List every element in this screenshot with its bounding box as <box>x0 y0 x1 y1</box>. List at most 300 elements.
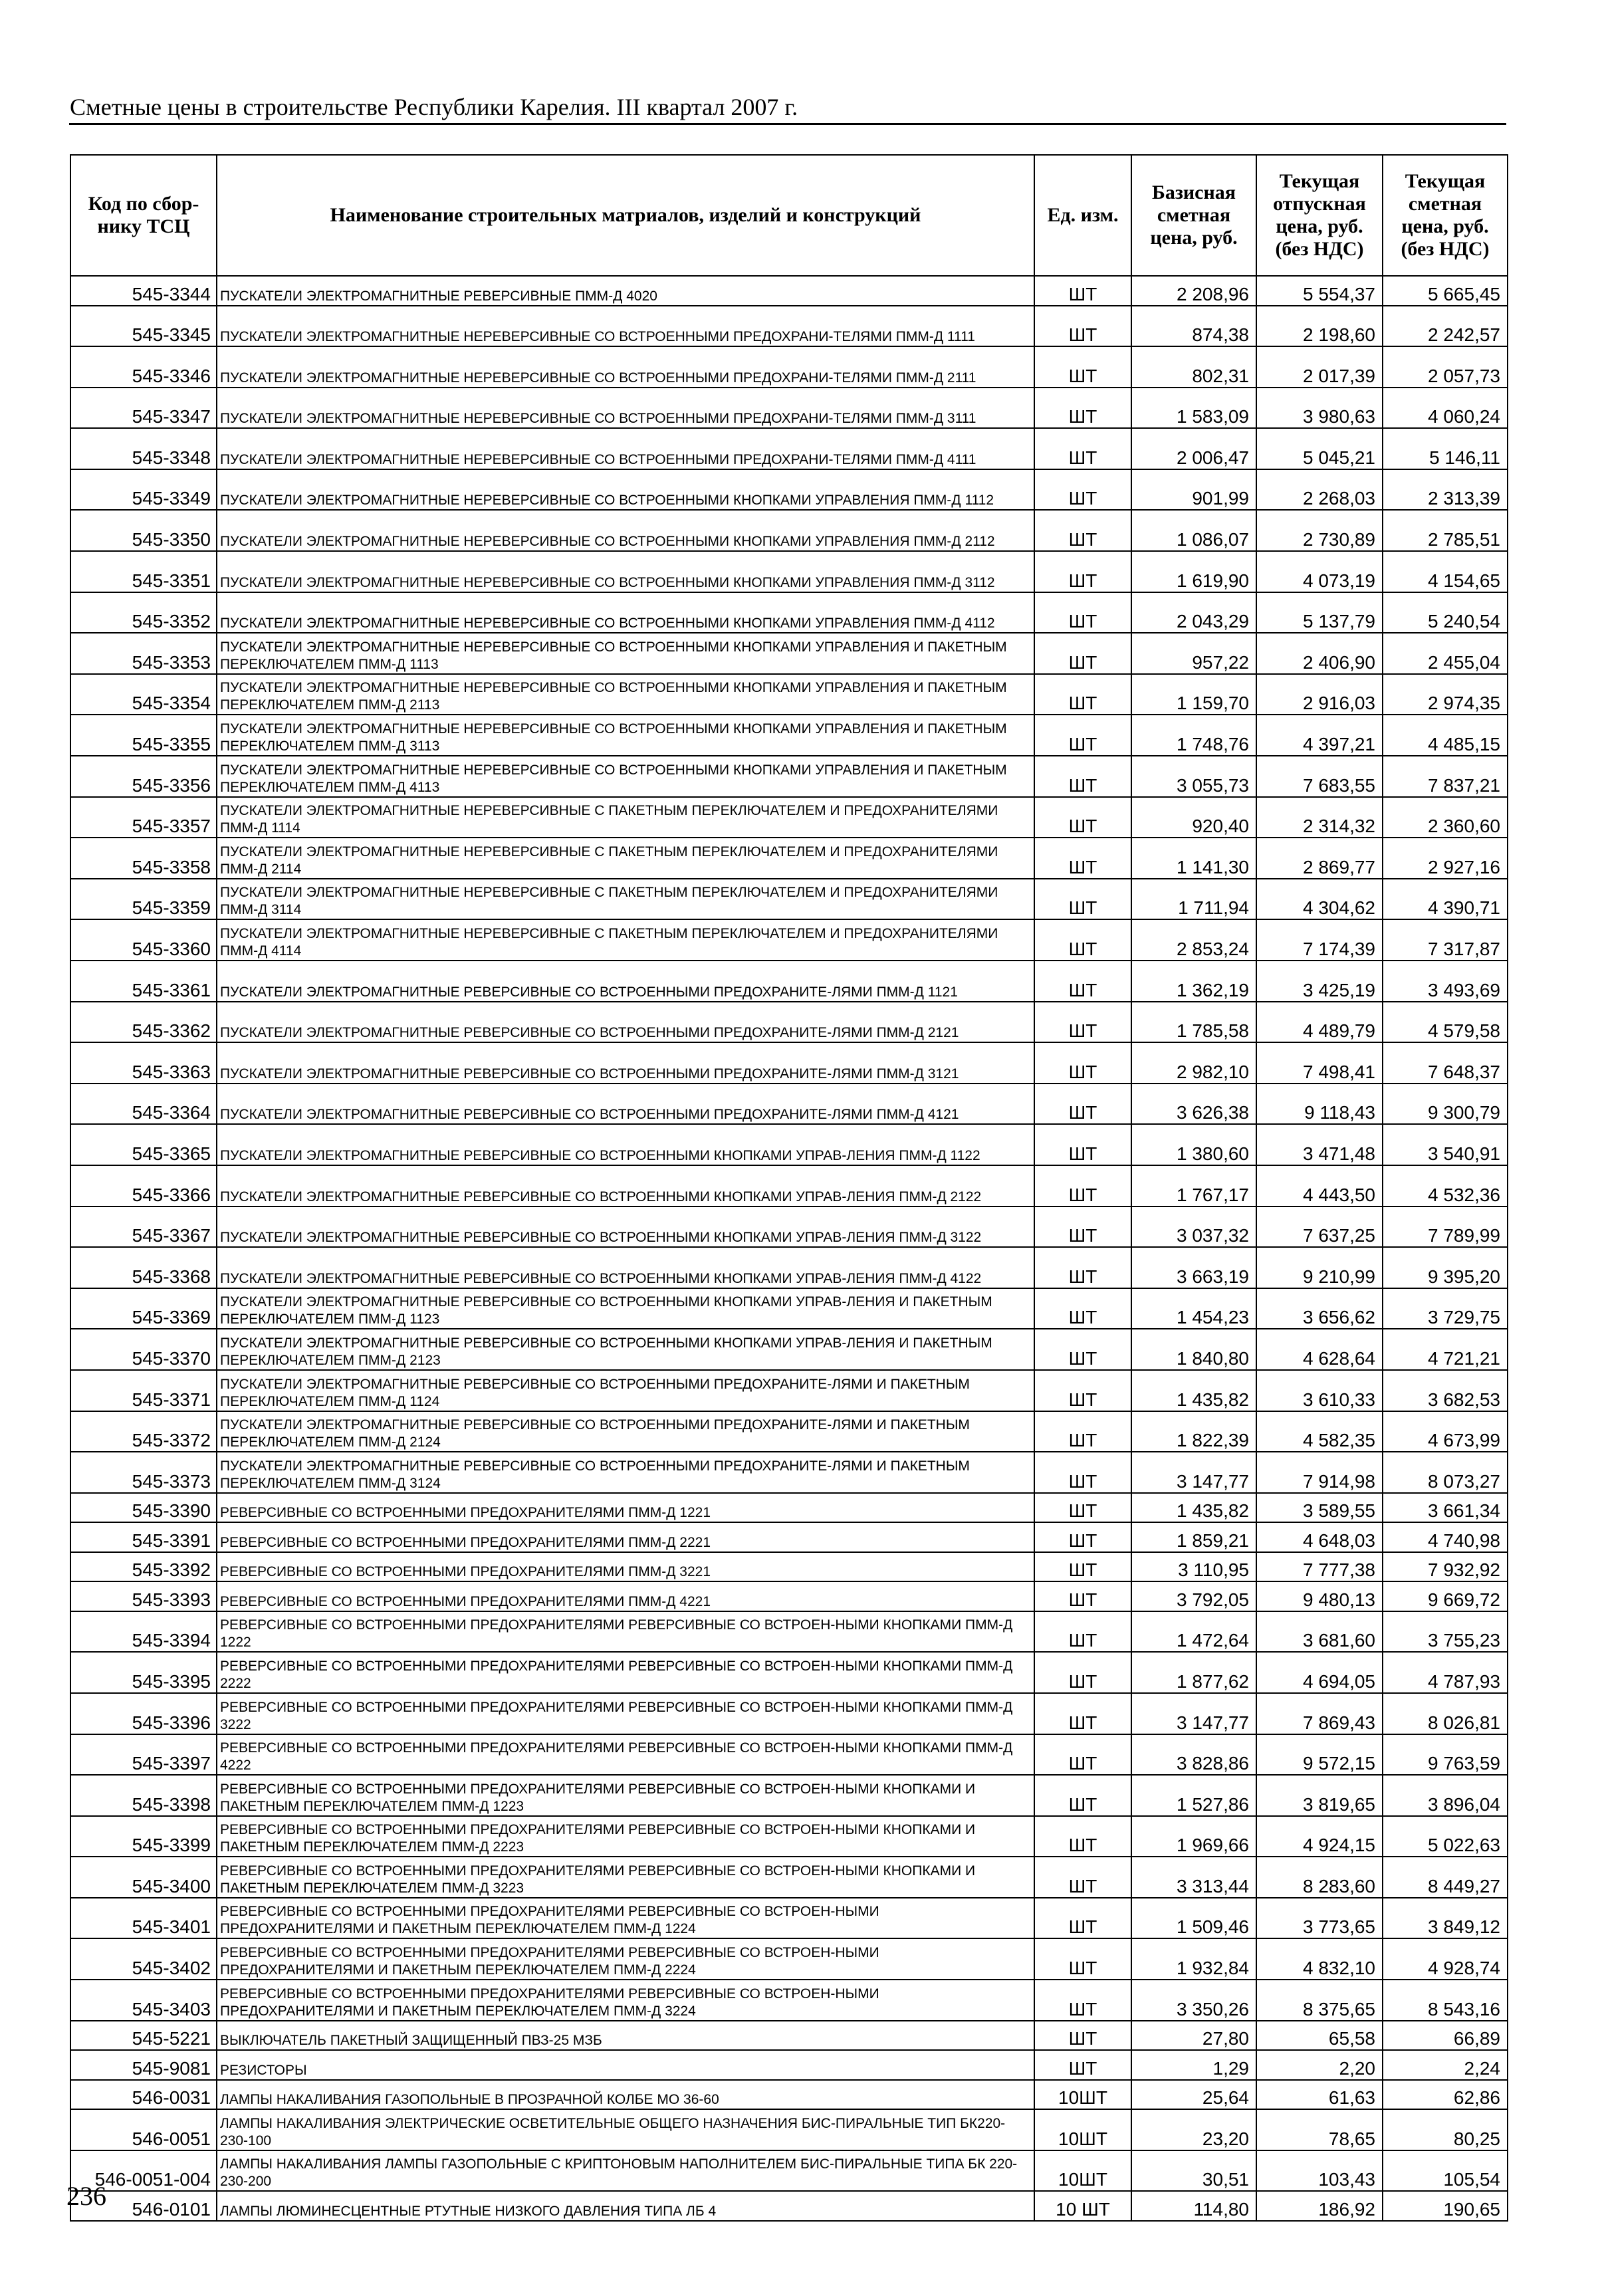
row-base-price: 3 828,86 <box>1131 1734 1256 1776</box>
row-release-price: 9 480,13 <box>1256 1581 1383 1611</box>
row-code: 545-3352 <box>70 592 217 633</box>
row-release-price: 4 924,15 <box>1256 1816 1383 1857</box>
row-estimate-price: 9 669,72 <box>1383 1581 1508 1611</box>
row-release-price: 2 730,89 <box>1256 510 1383 551</box>
row-code: 545-3367 <box>70 1206 217 1248</box>
row-release-price: 2 314,32 <box>1256 797 1383 838</box>
row-name: ПУСКАТЕЛИ ЭЛЕКТРОМАГНИТНЫЕ НЕРЕВЕРСИВНЫЕ СО ВСТРОЕННЫМИ ПРЕДОХРАНИ-ТЕЛЯМИ ПММ-Д 4111 <box>217 428 1034 469</box>
table-row <box>70 1493 1508 1523</box>
row-estimate-price: 2 057,73 <box>1383 346 1508 388</box>
row-name: РЕВЕРСИВНЫЕ СО ВСТРОЕННЫМИ ПРЕДОХРАНИТЕЛЯМИ ПММ-Д 2221 <box>217 1522 1034 1552</box>
table-row <box>70 633 1508 674</box>
row-code: 545-3390 <box>70 1493 217 1523</box>
row-unit: ШТ <box>1034 633 1131 674</box>
row-name: РЕВЕРСИВНЫЕ СО ВСТРОЕННЫМИ ПРЕДОХРАНИТЕЛЯМИ ПММ-Д 4221 <box>217 1581 1034 1611</box>
row-name: ПУСКАТЕЛИ ЭЛЕКТРОМАГНИТНЫЕ РЕВЕРСИВНЫЕ СО ВСТРОЕННЫМИ ПРЕДОХРАНИТЕ-ЛЯМИ И ПАКЕТНЫМ ПЕРЕКЛЮЧАТЕЛЕМ ПММ-Д 2124 <box>217 1411 1034 1452</box>
row-name: РЕЗИСТОРЫ <box>217 2050 1034 2080</box>
row-estimate-price: 8 026,81 <box>1383 1693 1508 1734</box>
row-base-price: 1 159,70 <box>1131 674 1256 715</box>
row-code: 545-3351 <box>70 551 217 592</box>
row-unit: ШТ <box>1034 797 1131 838</box>
table-row <box>70 1288 1508 1329</box>
table-row <box>70 2150 1508 2192</box>
row-name: ПУСКАТЕЛИ ЭЛЕКТРОМАГНИТНЫЕ НЕРЕВЕРСИВНЫЕ С ПАКЕТНЫМ ПЕРЕКЛЮЧАТЕЛЕМ И ПРЕДОХРАНИТЕЛЯМИ ПММ-Д 2114 <box>217 838 1034 879</box>
row-unit: ШТ <box>1034 1816 1131 1857</box>
row-code: 545-3397 <box>70 1734 217 1776</box>
row-code: 545-3393 <box>70 1581 217 1611</box>
row-unit: ШТ <box>1034 1042 1131 1084</box>
row-code: 545-3369 <box>70 1288 217 1329</box>
row-estimate-price: 3 896,04 <box>1383 1775 1508 1816</box>
row-name: ЛАМПЫ НАКАЛИВАНИЯ ЛАМПЫ ГАЗОПОЛЬНЫЕ С КРИПТОНОВЫМ НАПОЛНИТЕЛЕМ БИС-ПИРАЛЬНЫЕ ТИПА БК 220-230-200 <box>217 2150 1034 2192</box>
row-unit: 10 ШТ <box>1034 2191 1131 2221</box>
row-release-price: 7 498,41 <box>1256 1042 1383 1084</box>
row-code: 545-3356 <box>70 756 217 797</box>
row-code: 545-3399 <box>70 1816 217 1857</box>
row-unit: ШТ <box>1034 1165 1131 1206</box>
row-unit: ШТ <box>1034 1493 1131 1523</box>
table-row <box>70 961 1508 1002</box>
row-release-price: 9 210,99 <box>1256 1247 1383 1288</box>
table-row <box>70 276 1508 306</box>
row-estimate-price: 8 073,27 <box>1383 1452 1508 1493</box>
row-release-price: 5 045,21 <box>1256 428 1383 469</box>
row-release-price: 7 637,25 <box>1256 1206 1383 1248</box>
table-row <box>70 715 1508 756</box>
row-unit: ШТ <box>1034 388 1131 429</box>
row-code: 545-3398 <box>70 1775 217 1816</box>
row-code: 545-3359 <box>70 879 217 920</box>
row-unit: ШТ <box>1034 1288 1131 1329</box>
table-row <box>70 1938 1508 1980</box>
row-name: ПУСКАТЕЛИ ЭЛЕКТРОМАГНИТНЫЕ РЕВЕРСИВНЫЕ СО ВСТРОЕННЫМИ ПРЕДОХРАНИТЕ-ЛЯМИ ПММ-Д 4121 <box>217 1084 1034 1125</box>
row-unit: ШТ <box>1034 961 1131 1002</box>
row-unit: ШТ <box>1034 715 1131 756</box>
row-name: ПУСКАТЕЛИ ЭЛЕКТРОМАГНИТНЫЕ НЕРЕВЕРСИВНЫЕ СО ВСТРОЕННЫМИ КНОПКАМИ УПРАВЛЕНИЯ И ПАКЕТНЫМ ПЕРЕКЛЮЧАТЕЛЕМ ПММ-Д 4113 <box>217 756 1034 797</box>
row-unit: ШТ <box>1034 551 1131 592</box>
header-base-price: Базисная сметная цена, руб. <box>1131 155 1256 276</box>
row-estimate-price: 5 665,45 <box>1383 276 1508 306</box>
row-code: 545-3344 <box>70 276 217 306</box>
table-row <box>70 592 1508 633</box>
row-code: 545-3394 <box>70 1611 217 1653</box>
table-row <box>70 2080 1508 2110</box>
row-estimate-price: 3 849,12 <box>1383 1898 1508 1939</box>
row-code: 545-3371 <box>70 1370 217 1411</box>
page-header-title: Сметные цены в строительстве Республики Карелия. III квартал 2007 г. <box>70 94 798 120</box>
row-code: 545-3357 <box>70 797 217 838</box>
row-estimate-price: 4 787,93 <box>1383 1652 1508 1693</box>
row-unit: ШТ <box>1034 428 1131 469</box>
row-code: 545-3349 <box>70 469 217 511</box>
row-base-price: 1 086,07 <box>1131 510 1256 551</box>
row-base-price: 3 350,26 <box>1131 1980 1256 2021</box>
table-row <box>70 1552 1508 1582</box>
row-unit: ШТ <box>1034 838 1131 879</box>
row-base-price: 1 859,21 <box>1131 1522 1256 1552</box>
table-row <box>70 756 1508 797</box>
row-estimate-price: 4 485,15 <box>1383 715 1508 756</box>
row-code: 545-3355 <box>70 715 217 756</box>
row-base-price: 1 435,82 <box>1131 1370 1256 1411</box>
row-estimate-price: 2 242,57 <box>1383 306 1508 347</box>
row-unit: ШТ <box>1034 1370 1131 1411</box>
row-code: 545-3358 <box>70 838 217 879</box>
table-row <box>70 469 1508 511</box>
row-name: ПУСКАТЕЛИ ЭЛЕКТРОМАГНИТНЫЕ РЕВЕРСИВНЫЕ СО ВСТРОЕННЫМИ КНОПКАМИ УПРАВ-ЛЕНИЯ ПММ-Д 4122 <box>217 1247 1034 1288</box>
table-row <box>70 428 1508 469</box>
row-release-price: 9 572,15 <box>1256 1734 1383 1776</box>
row-base-price: 2 006,47 <box>1131 428 1256 469</box>
row-unit: ШТ <box>1034 1247 1131 1288</box>
row-name: РЕВЕРСИВНЫЕ СО ВСТРОЕННЫМИ ПРЕДОХРАНИТЕЛЯМИ РЕВЕРСИВНЫЕ СО ВСТРОЕН-НЫМИ КНОПКАМИ И ПАКЕТНЫМ ПЕРЕКЛЮЧАТЕЛЕМ ПММ-Д 3223 <box>217 1857 1034 1898</box>
row-base-price: 1 141,30 <box>1131 838 1256 879</box>
row-release-price: 7 914,98 <box>1256 1452 1383 1493</box>
row-release-price: 4 694,05 <box>1256 1652 1383 1693</box>
table-row <box>70 2191 1508 2221</box>
row-release-price: 2 268,03 <box>1256 469 1383 511</box>
table-row <box>70 1042 1508 1084</box>
row-estimate-price: 7 932,92 <box>1383 1552 1508 1582</box>
row-estimate-price: 105,54 <box>1383 2150 1508 2192</box>
row-estimate-price: 4 721,21 <box>1383 1329 1508 1370</box>
row-code: 545-3402 <box>70 1938 217 1980</box>
row-estimate-price: 7 789,99 <box>1383 1206 1508 1248</box>
row-release-price: 2 406,90 <box>1256 633 1383 674</box>
table-row <box>70 674 1508 715</box>
row-release-price: 2,20 <box>1256 2050 1383 2080</box>
table-row <box>70 388 1508 429</box>
row-code: 545-3360 <box>70 919 217 961</box>
row-code: 545-3363 <box>70 1042 217 1084</box>
table-row <box>70 551 1508 592</box>
row-unit: ШТ <box>1034 1411 1131 1452</box>
row-base-price: 920,40 <box>1131 797 1256 838</box>
row-unit: ШТ <box>1034 756 1131 797</box>
row-code: 545-3391 <box>70 1522 217 1552</box>
table-body <box>70 276 1508 2221</box>
row-unit: ШТ <box>1034 346 1131 388</box>
row-name: ПУСКАТЕЛИ ЭЛЕКТРОМАГНИТНЫЕ НЕРЕВЕРСИВНЫЕ С ПАКЕТНЫМ ПЕРЕКЛЮЧАТЕЛЕМ И ПРЕДОХРАНИТЕЛЯМИ ПММ-Д 1114 <box>217 797 1034 838</box>
row-base-price: 2 982,10 <box>1131 1042 1256 1084</box>
row-release-price: 3 980,63 <box>1256 388 1383 429</box>
table-row <box>70 1206 1508 1248</box>
header-name: Наименование строительных матриалов, изделий и конструкций <box>217 155 1034 276</box>
row-name: ПУСКАТЕЛИ ЭЛЕКТРОМАГНИТНЫЕ НЕРЕВЕРСИВНЫЕ СО ВСТРОЕННЫМИ КНОПКАМИ УПРАВЛЕНИЯ ПММ-Д 2112 <box>217 510 1034 551</box>
row-code: 545-3373 <box>70 1452 217 1493</box>
row-release-price: 2 916,03 <box>1256 674 1383 715</box>
row-unit: ШТ <box>1034 879 1131 920</box>
row-estimate-price: 2 360,60 <box>1383 797 1508 838</box>
row-release-price: 3 681,60 <box>1256 1611 1383 1653</box>
row-estimate-price: 4 928,74 <box>1383 1938 1508 1980</box>
row-release-price: 103,43 <box>1256 2150 1383 2192</box>
row-base-price: 901,99 <box>1131 469 1256 511</box>
row-name: ПУСКАТЕЛИ ЭЛЕКТРОМАГНИТНЫЕ РЕВЕРСИВНЫЕ ПММ-Д 4020 <box>217 276 1034 306</box>
row-name: ПУСКАТЕЛИ ЭЛЕКТРОМАГНИТНЫЕ РЕВЕРСИВНЫЕ СО ВСТРОЕННЫМИ ПРЕДОХРАНИТЕ-ЛЯМИ И ПАКЕТНЫМ ПЕРЕКЛЮЧАТЕЛЕМ ПММ-Д 1124 <box>217 1370 1034 1411</box>
row-estimate-price: 190,65 <box>1383 2191 1508 2221</box>
row-name: РЕВЕРСИВНЫЕ СО ВСТРОЕННЫМИ ПРЕДОХРАНИТЕЛЯМИ ПММ-Д 1221 <box>217 1493 1034 1523</box>
row-code: 546-0051 <box>70 2109 217 2150</box>
row-base-price: 1 767,17 <box>1131 1165 1256 1206</box>
table-row <box>70 510 1508 551</box>
row-unit: ШТ <box>1034 1522 1131 1552</box>
row-code: 545-9081 <box>70 2050 217 2080</box>
row-name: ЛАМПЫ НАКАЛИВАНИЯ ГАЗОПОЛЬНЫЕ В ПРОЗРАЧНОЙ КОЛБЕ МО 36-60 <box>217 2080 1034 2110</box>
header-code: Код по сбор-нику ТСЦ <box>70 155 217 276</box>
row-unit: ШТ <box>1034 1452 1131 1493</box>
row-name: ПУСКАТЕЛИ ЭЛЕКТРОМАГНИТНЫЕ РЕВЕРСИВНЫЕ СО ВСТРОЕННЫМИ КНОПКАМИ УПРАВ-ЛЕНИЯ ПММ-Д 1122 <box>217 1124 1034 1165</box>
row-name: ПУСКАТЕЛИ ЭЛЕКТРОМАГНИТНЫЕ НЕРЕВЕРСИВНЫЕ СО ВСТРОЕННЫМИ КНОПКАМИ УПРАВЛЕНИЯ И ПАКЕТНЫМ ПЕРЕКЛЮЧАТЕЛЕМ ПММ-Д 1113 <box>217 633 1034 674</box>
row-estimate-price: 4 579,58 <box>1383 1002 1508 1043</box>
table-row <box>70 919 1508 961</box>
row-code: 545-3368 <box>70 1247 217 1288</box>
table-row <box>70 1002 1508 1043</box>
row-code: 545-3400 <box>70 1857 217 1898</box>
row-release-price: 8 375,65 <box>1256 1980 1383 2021</box>
row-code: 545-3350 <box>70 510 217 551</box>
row-base-price: 3 313,44 <box>1131 1857 1256 1898</box>
row-name: ПУСКАТЕЛИ ЭЛЕКТРОМАГНИТНЫЕ НЕРЕВЕРСИВНЫЕ СО ВСТРОЕННЫМИ КНОПКАМИ УПРАВЛЕНИЯ ПММ-Д 3112 <box>217 551 1034 592</box>
row-estimate-price: 5 146,11 <box>1383 428 1508 469</box>
row-base-price: 1 840,80 <box>1131 1329 1256 1370</box>
row-estimate-price: 9 300,79 <box>1383 1084 1508 1125</box>
row-code: 545-3403 <box>70 1980 217 2021</box>
row-release-price: 3 471,48 <box>1256 1124 1383 1165</box>
row-code: 546-0101 <box>70 2191 217 2221</box>
row-unit: 10ШТ <box>1034 2150 1131 2192</box>
row-name: ВЫКЛЮЧАТЕЛЬ ПАКЕТНЫЙ ЗАЩИЩЕННЫЙ ПВЗ-25 МЗБ <box>217 2021 1034 2051</box>
row-unit: ШТ <box>1034 1775 1131 1816</box>
row-base-price: 27,80 <box>1131 2021 1256 2051</box>
row-estimate-price: 3 661,34 <box>1383 1493 1508 1523</box>
table-row <box>70 1165 1508 1206</box>
row-unit: ШТ <box>1034 1693 1131 1734</box>
row-base-price: 1 527,86 <box>1131 1775 1256 1816</box>
row-name: ПУСКАТЕЛИ ЭЛЕКТРОМАГНИТНЫЕ РЕВЕРСИВНЫЕ СО ВСТРОЕННЫМИ ПРЕДОХРАНИТЕ-ЛЯМИ И ПАКЕТНЫМ ПЕРЕКЛЮЧАТЕЛЕМ ПММ-Д 3124 <box>217 1452 1034 1493</box>
row-estimate-price: 62,86 <box>1383 2080 1508 2110</box>
row-name: ПУСКАТЕЛИ ЭЛЕКТРОМАГНИТНЫЕ РЕВЕРСИВНЫЕ СО ВСТРОЕННЫМИ ПРЕДОХРАНИТЕ-ЛЯМИ ПММ-Д 1121 <box>217 961 1034 1002</box>
row-base-price: 23,20 <box>1131 2109 1256 2150</box>
row-unit: ШТ <box>1034 1124 1131 1165</box>
row-base-price: 1 969,66 <box>1131 1816 1256 1857</box>
row-name: РЕВЕРСИВНЫЕ СО ВСТРОЕННЫМИ ПРЕДОХРАНИТЕЛЯМИ РЕВЕРСИВНЫЕ СО ВСТРОЕН-НЫМИ КНОПКАМИ ПММ-Д 4222 <box>217 1734 1034 1776</box>
row-name: РЕВЕРСИВНЫЕ СО ВСТРОЕННЫМИ ПРЕДОХРАНИТЕЛЯМИ РЕВЕРСИВНЫЕ СО ВСТРОЕН-НЫМИ КНОПКАМИ ПММ-Д 1222 <box>217 1611 1034 1653</box>
row-base-price: 1 509,46 <box>1131 1898 1256 1939</box>
row-estimate-price: 2 455,04 <box>1383 633 1508 674</box>
row-code: 546-0051-004 <box>70 2150 217 2192</box>
row-estimate-price: 4 673,99 <box>1383 1411 1508 1452</box>
row-estimate-price: 5 240,54 <box>1383 592 1508 633</box>
header-divider <box>69 123 1506 125</box>
row-base-price: 1 435,82 <box>1131 1493 1256 1523</box>
row-estimate-price: 2 785,51 <box>1383 510 1508 551</box>
row-base-price: 2 208,96 <box>1131 276 1256 306</box>
row-code: 545-3361 <box>70 961 217 1002</box>
row-unit: ШТ <box>1034 1552 1131 1582</box>
table-row <box>70 1247 1508 1288</box>
row-estimate-price: 2 927,16 <box>1383 838 1508 879</box>
table-row <box>70 2109 1508 2150</box>
row-release-price: 78,65 <box>1256 2109 1383 2150</box>
row-name: ПУСКАТЕЛИ ЭЛЕКТРОМАГНИТНЫЕ НЕРЕВЕРСИВНЫЕ С ПАКЕТНЫМ ПЕРЕКЛЮЧАТЕЛЕМ И ПРЕДОХРАНИТЕЛЯМИ ПММ-Д 3114 <box>217 879 1034 920</box>
row-release-price: 3 589,55 <box>1256 1493 1383 1523</box>
row-release-price: 4 582,35 <box>1256 1411 1383 1452</box>
row-name: РЕВЕРСИВНЫЕ СО ВСТРОЕННЫМИ ПРЕДОХРАНИТЕЛЯМИ ПММ-Д 3221 <box>217 1552 1034 1582</box>
row-unit: ШТ <box>1034 1206 1131 1248</box>
row-base-price: 1 785,58 <box>1131 1002 1256 1043</box>
row-unit: ШТ <box>1034 1002 1131 1043</box>
row-release-price: 4 304,62 <box>1256 879 1383 920</box>
row-base-price: 957,22 <box>1131 633 1256 674</box>
row-estimate-price: 8 449,27 <box>1383 1857 1508 1898</box>
row-estimate-price: 80,25 <box>1383 2109 1508 2150</box>
row-code: 545-3353 <box>70 633 217 674</box>
table-row <box>70 1693 1508 1734</box>
row-base-price: 874,38 <box>1131 306 1256 347</box>
row-estimate-price: 7 317,87 <box>1383 919 1508 961</box>
row-base-price: 1 472,64 <box>1131 1611 1256 1653</box>
row-base-price: 3 147,77 <box>1131 1452 1256 1493</box>
row-release-price: 3 656,62 <box>1256 1288 1383 1329</box>
header-estimate-price: Текущая сметная цена, руб. (без НДС) <box>1383 155 1508 276</box>
row-name: РЕВЕРСИВНЫЕ СО ВСТРОЕННЫМИ ПРЕДОХРАНИТЕЛЯМИ РЕВЕРСИВНЫЕ СО ВСТРОЕН-НЫМИ ПРЕДОХРАНИТЕЛЯМИ И ПАКЕТНЫМ ПЕРЕКЛЮЧАТЕЛЕМ ПММ-Д 3224 <box>217 1980 1034 2021</box>
row-name: ПУСКАТЕЛИ ЭЛЕКТРОМАГНИТНЫЕ РЕВЕРСИВНЫЕ СО ВСТРОЕННЫМИ КНОПКАМИ УПРАВ-ЛЕНИЯ И ПАКЕТНЫМ ПЕРЕКЛЮЧАТЕЛЕМ ПММ-Д 2123 <box>217 1329 1034 1370</box>
table-row <box>70 1775 1508 1816</box>
row-release-price: 3 610,33 <box>1256 1370 1383 1411</box>
row-name: ПУСКАТЕЛИ ЭЛЕКТРОМАГНИТНЫЕ НЕРЕВЕРСИВНЫЕ С ПАКЕТНЫМ ПЕРЕКЛЮЧАТЕЛЕМ И ПРЕДОХРАНИТЕЛЯМИ ПММ-Д 4114 <box>217 919 1034 961</box>
table-row <box>70 838 1508 879</box>
row-unit: ШТ <box>1034 592 1131 633</box>
row-release-price: 3 773,65 <box>1256 1898 1383 1939</box>
row-unit: ШТ <box>1034 1329 1131 1370</box>
row-name: ПУСКАТЕЛИ ЭЛЕКТРОМАГНИТНЫЕ РЕВЕРСИВНЫЕ СО ВСТРОЕННЫМИ КНОПКАМИ УПРАВ-ЛЕНИЯ И ПАКЕТНЫМ ПЕРЕКЛЮЧАТЕЛЕМ ПММ-Д 1123 <box>217 1288 1034 1329</box>
row-base-price: 3 663,19 <box>1131 1247 1256 1288</box>
table-row <box>70 1857 1508 1898</box>
row-release-price: 65,58 <box>1256 2021 1383 2051</box>
table-row <box>70 1329 1508 1370</box>
row-unit: ШТ <box>1034 2050 1131 2080</box>
table-row <box>70 797 1508 838</box>
row-code: 545-3362 <box>70 1002 217 1043</box>
row-base-price: 2 853,24 <box>1131 919 1256 961</box>
row-release-price: 5 554,37 <box>1256 276 1383 306</box>
row-name: ЛАМПЫ ЛЮМИНЕСЦЕНТНЫЕ РТУТНЫЕ НИЗКОГО ДАВЛЕНИЯ ТИПА ЛБ 4 <box>217 2191 1034 2221</box>
row-release-price: 4 648,03 <box>1256 1522 1383 1552</box>
row-estimate-price: 7 837,21 <box>1383 756 1508 797</box>
row-release-price: 3 819,65 <box>1256 1775 1383 1816</box>
row-name: ЛАМПЫ НАКАЛИВАНИЯ ЭЛЕКТРИЧЕСКИЕ ОСВЕТИТЕЛЬНЫЕ ОБЩЕГО НАЗНАЧЕНИЯ БИС-ПИРАЛЬНЫЕ ТИП БК220-230-100 <box>217 2109 1034 2150</box>
table-row <box>70 1411 1508 1452</box>
row-name: РЕВЕРСИВНЫЕ СО ВСТРОЕННЫМИ ПРЕДОХРАНИТЕЛЯМИ РЕВЕРСИВНЫЕ СО ВСТРОЕН-НЫМИ КНОПКАМИ ПММ-Д 3222 <box>217 1693 1034 1734</box>
row-name: ПУСКАТЕЛИ ЭЛЕКТРОМАГНИТНЫЕ РЕВЕРСИВНЫЕ СО ВСТРОЕННЫМИ КНОПКАМИ УПРАВ-ЛЕНИЯ ПММ-Д 3122 <box>217 1206 1034 1248</box>
row-base-price: 1 822,39 <box>1131 1411 1256 1452</box>
row-unit: ШТ <box>1034 1581 1131 1611</box>
row-release-price: 4 397,21 <box>1256 715 1383 756</box>
price-table <box>70 154 1508 2222</box>
row-estimate-price: 3 493,69 <box>1383 961 1508 1002</box>
row-base-price: 2 043,29 <box>1131 592 1256 633</box>
row-code: 545-3346 <box>70 346 217 388</box>
row-unit: ШТ <box>1034 919 1131 961</box>
table-row <box>70 1452 1508 1493</box>
row-base-price: 30,51 <box>1131 2150 1256 2192</box>
row-base-price: 1 583,09 <box>1131 388 1256 429</box>
row-base-price: 1 932,84 <box>1131 1938 1256 1980</box>
row-name: РЕВЕРСИВНЫЕ СО ВСТРОЕННЫМИ ПРЕДОХРАНИТЕЛЯМИ РЕВЕРСИВНЫЕ СО ВСТРОЕН-НЫМИ КНОПКАМИ И ПАКЕТНЫМ ПЕРЕКЛЮЧАТЕЛЕМ ПММ-Д 2223 <box>217 1816 1034 1857</box>
row-unit: ШТ <box>1034 510 1131 551</box>
row-release-price: 7 174,39 <box>1256 919 1383 961</box>
row-estimate-price: 3 540,91 <box>1383 1124 1508 1165</box>
row-base-price: 25,64 <box>1131 2080 1256 2110</box>
row-release-price: 186,92 <box>1256 2191 1383 2221</box>
row-unit: ШТ <box>1034 306 1131 347</box>
row-estimate-price: 3 755,23 <box>1383 1611 1508 1653</box>
row-code: 545-3345 <box>70 306 217 347</box>
row-unit: ШТ <box>1034 1938 1131 1980</box>
row-name: РЕВЕРСИВНЫЕ СО ВСТРОЕННЫМИ ПРЕДОХРАНИТЕЛЯМИ РЕВЕРСИВНЫЕ СО ВСТРОЕН-НЫМИ КНОПКАМИ ПММ-Д 2222 <box>217 1652 1034 1693</box>
row-code: 545-5221 <box>70 2021 217 2051</box>
row-name: РЕВЕРСИВНЫЕ СО ВСТРОЕННЫМИ ПРЕДОХРАНИТЕЛЯМИ РЕВЕРСИВНЫЕ СО ВСТРОЕН-НЫМИ ПРЕДОХРАНИТЕЛЯМИ И ПАКЕТНЫМ ПЕРЕКЛЮЧАТЕЛЕМ ПММ-Д 2224 <box>217 1938 1034 1980</box>
row-estimate-price: 2,24 <box>1383 2050 1508 2080</box>
row-base-price: 1 619,90 <box>1131 551 1256 592</box>
row-base-price: 1 362,19 <box>1131 961 1256 1002</box>
row-estimate-price: 66,89 <box>1383 2021 1508 2051</box>
row-name: РЕВЕРСИВНЫЕ СО ВСТРОЕННЫМИ ПРЕДОХРАНИТЕЛЯМИ РЕВЕРСИВНЫЕ СО ВСТРОЕН-НЫМИ КНОПКАМИ И ПАКЕТНЫМ ПЕРЕКЛЮЧАТЕЛЕМ ПММ-Д 1223 <box>217 1775 1034 1816</box>
table-row <box>70 2021 1508 2051</box>
table-row <box>70 1084 1508 1125</box>
row-estimate-price: 7 648,37 <box>1383 1042 1508 1084</box>
row-estimate-price: 4 154,65 <box>1383 551 1508 592</box>
row-code: 545-3372 <box>70 1411 217 1452</box>
row-estimate-price: 9 395,20 <box>1383 1247 1508 1288</box>
row-unit: 10ШТ <box>1034 2109 1131 2150</box>
row-release-price: 2 869,77 <box>1256 838 1383 879</box>
row-estimate-price: 3 729,75 <box>1383 1288 1508 1329</box>
table-row <box>70 1522 1508 1552</box>
row-estimate-price: 4 740,98 <box>1383 1522 1508 1552</box>
row-release-price: 3 425,19 <box>1256 961 1383 1002</box>
table-row <box>70 1652 1508 1693</box>
row-code: 546-0031 <box>70 2080 217 2110</box>
table-row <box>70 2050 1508 2080</box>
row-code: 545-3348 <box>70 428 217 469</box>
row-base-price: 1 748,76 <box>1131 715 1256 756</box>
row-release-price: 5 137,79 <box>1256 592 1383 633</box>
row-estimate-price: 4 532,36 <box>1383 1165 1508 1206</box>
row-code: 545-3365 <box>70 1124 217 1165</box>
table-row <box>70 1898 1508 1939</box>
row-unit: ШТ <box>1034 1980 1131 2021</box>
row-release-price: 2 017,39 <box>1256 346 1383 388</box>
row-unit: ШТ <box>1034 1611 1131 1653</box>
row-estimate-price: 2 974,35 <box>1383 674 1508 715</box>
row-release-price: 2 198,60 <box>1256 306 1383 347</box>
table-row <box>70 346 1508 388</box>
row-code: 545-3366 <box>70 1165 217 1206</box>
row-release-price: 8 283,60 <box>1256 1857 1383 1898</box>
row-unit: ШТ <box>1034 1084 1131 1125</box>
row-estimate-price: 8 543,16 <box>1383 1980 1508 2021</box>
row-unit: ШТ <box>1034 276 1131 306</box>
row-base-price: 3 792,05 <box>1131 1581 1256 1611</box>
row-name: ПУСКАТЕЛИ ЭЛЕКТРОМАГНИТНЫЕ НЕРЕВЕРСИВНЫЕ СО ВСТРОЕННЫМИ КНОПКАМИ УПРАВЛЕНИЯ ПММ-Д 4112 <box>217 592 1034 633</box>
row-unit: ШТ <box>1034 1898 1131 1939</box>
row-unit: ШТ <box>1034 1652 1131 1693</box>
table-row <box>70 1581 1508 1611</box>
table-row <box>70 879 1508 920</box>
row-unit: ШТ <box>1034 469 1131 511</box>
